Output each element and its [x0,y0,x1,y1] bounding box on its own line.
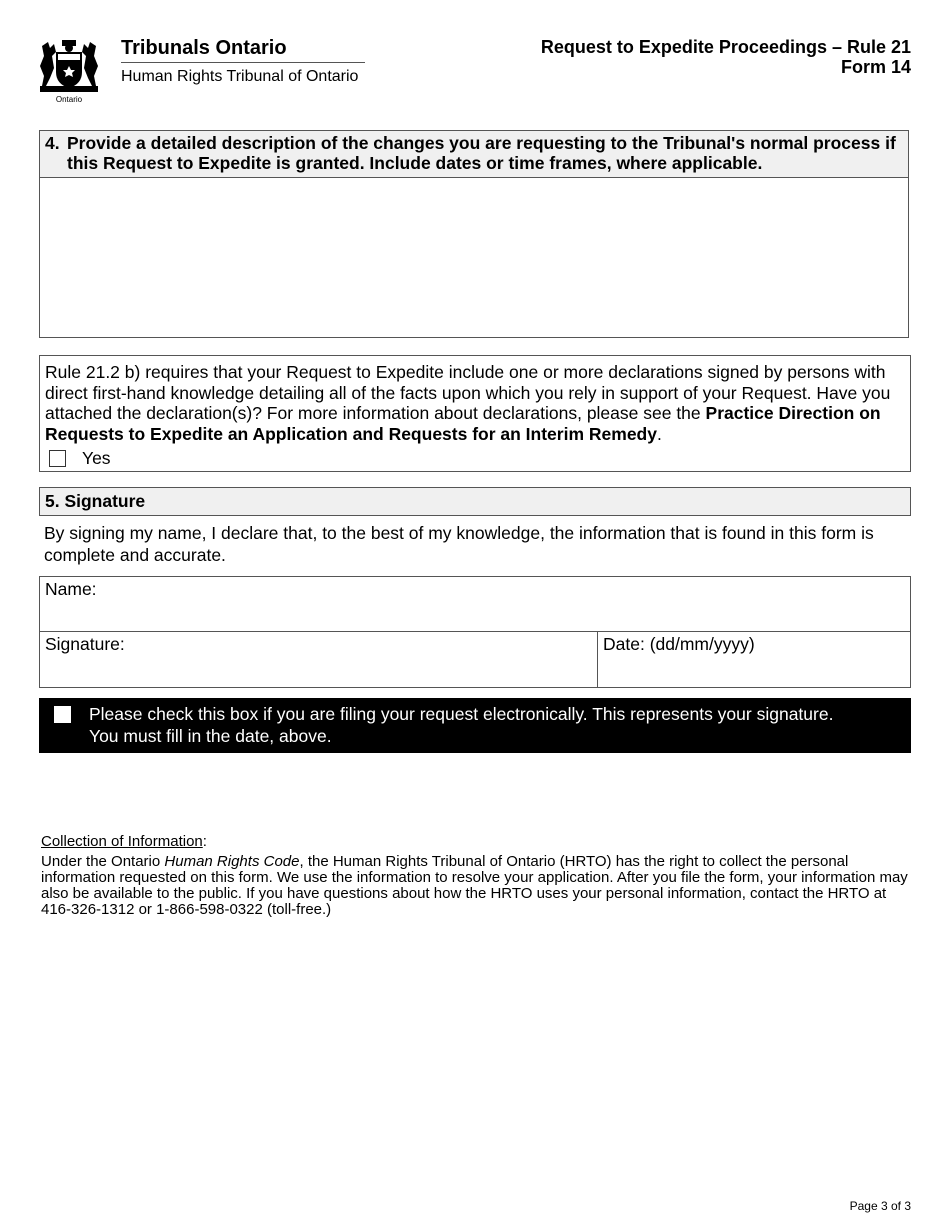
declaration-text: Rule 21.2 b) requires that your Request to Expedite include one or more declarations signed by persons with direct first-hand knowledge detailing all of the facts upon which you rely in support of your Request. Have you attached the declaration(s)? For more information about declarations, please see the Practice Direction on Requests to Expedite an Application and Requests for an Interim Remedy. [45,362,891,444]
signature-table [39,576,911,688]
ontario-coat-of-arms-logo [36,38,102,104]
declaration-box [39,355,911,472]
section-4-number: 4. [45,133,60,153]
logo-caption: Ontario [55,95,83,104]
declaration-yes-row[interactable] [45,448,905,469]
signature-label: Signature: [45,634,125,654]
date-label: Date: (dd/mm/yyyy) [603,634,755,654]
section-4-heading [40,131,908,178]
electronic-filing-checkbox[interactable] [54,706,71,723]
practice-direction-ref: Practice Direction on Requests to Expedite an Application and Requests for an Interim Remedy [45,403,881,444]
electronic-filing-bar [39,698,911,753]
declaration-yes-label: Yes [82,448,111,468]
page-number: Page 3 of 3 [849,1199,911,1213]
electronic-filing-line1: Please check this box if you are filing your request electronically. This represents your signature. [89,704,834,724]
electronic-filing-line2: You must fill in the date, above. [89,726,332,746]
signature-field[interactable] [40,632,598,687]
collection-title: Collection of Information: [41,833,207,850]
name-field[interactable] [40,577,910,632]
signature-declaration: By signing my name, I declare that, to the best of my knowledge, the information that is found in this form is complete and accurate. [44,523,874,565]
section-5-heading: 5. Signature [39,487,911,516]
section-4 [39,130,909,338]
changes-description-field[interactable] [40,178,908,337]
org-subtitle: Human Rights Tribunal of Ontario [121,68,359,85]
section-4-heading-text: Provide a detailed description of the changes you are requesting to the Tribunal's normal process if this Request to Expedite is granted. Include dates or time frames, where applicable. [67,133,896,173]
form-title-line1: Request to Expedite Proceedings – Rule 21 [540,37,911,57]
declaration-yes-checkbox[interactable] [49,450,66,467]
date-field[interactable] [598,632,910,687]
form-title-line2: Form 14 [840,57,911,77]
name-label: Name: [45,579,97,599]
form-title [541,37,911,77]
human-rights-code: Human Rights Code [164,853,300,870]
org-name: Tribunals Ontario [121,37,287,59]
divider [121,62,365,63]
collection-body: Under the Ontario Human Rights Code, the Human Rights Tribunal of Ontario (HRTO) has the right to collect the personal information requested on this form. We use the information to resolve your application. After you file the form, your information may also be available to the public. If you have questions about how the HRTO uses your personal information, contact the HRTO at 416-326-1312 or 1-866-598-0322 (toll-free.) [41,853,908,918]
